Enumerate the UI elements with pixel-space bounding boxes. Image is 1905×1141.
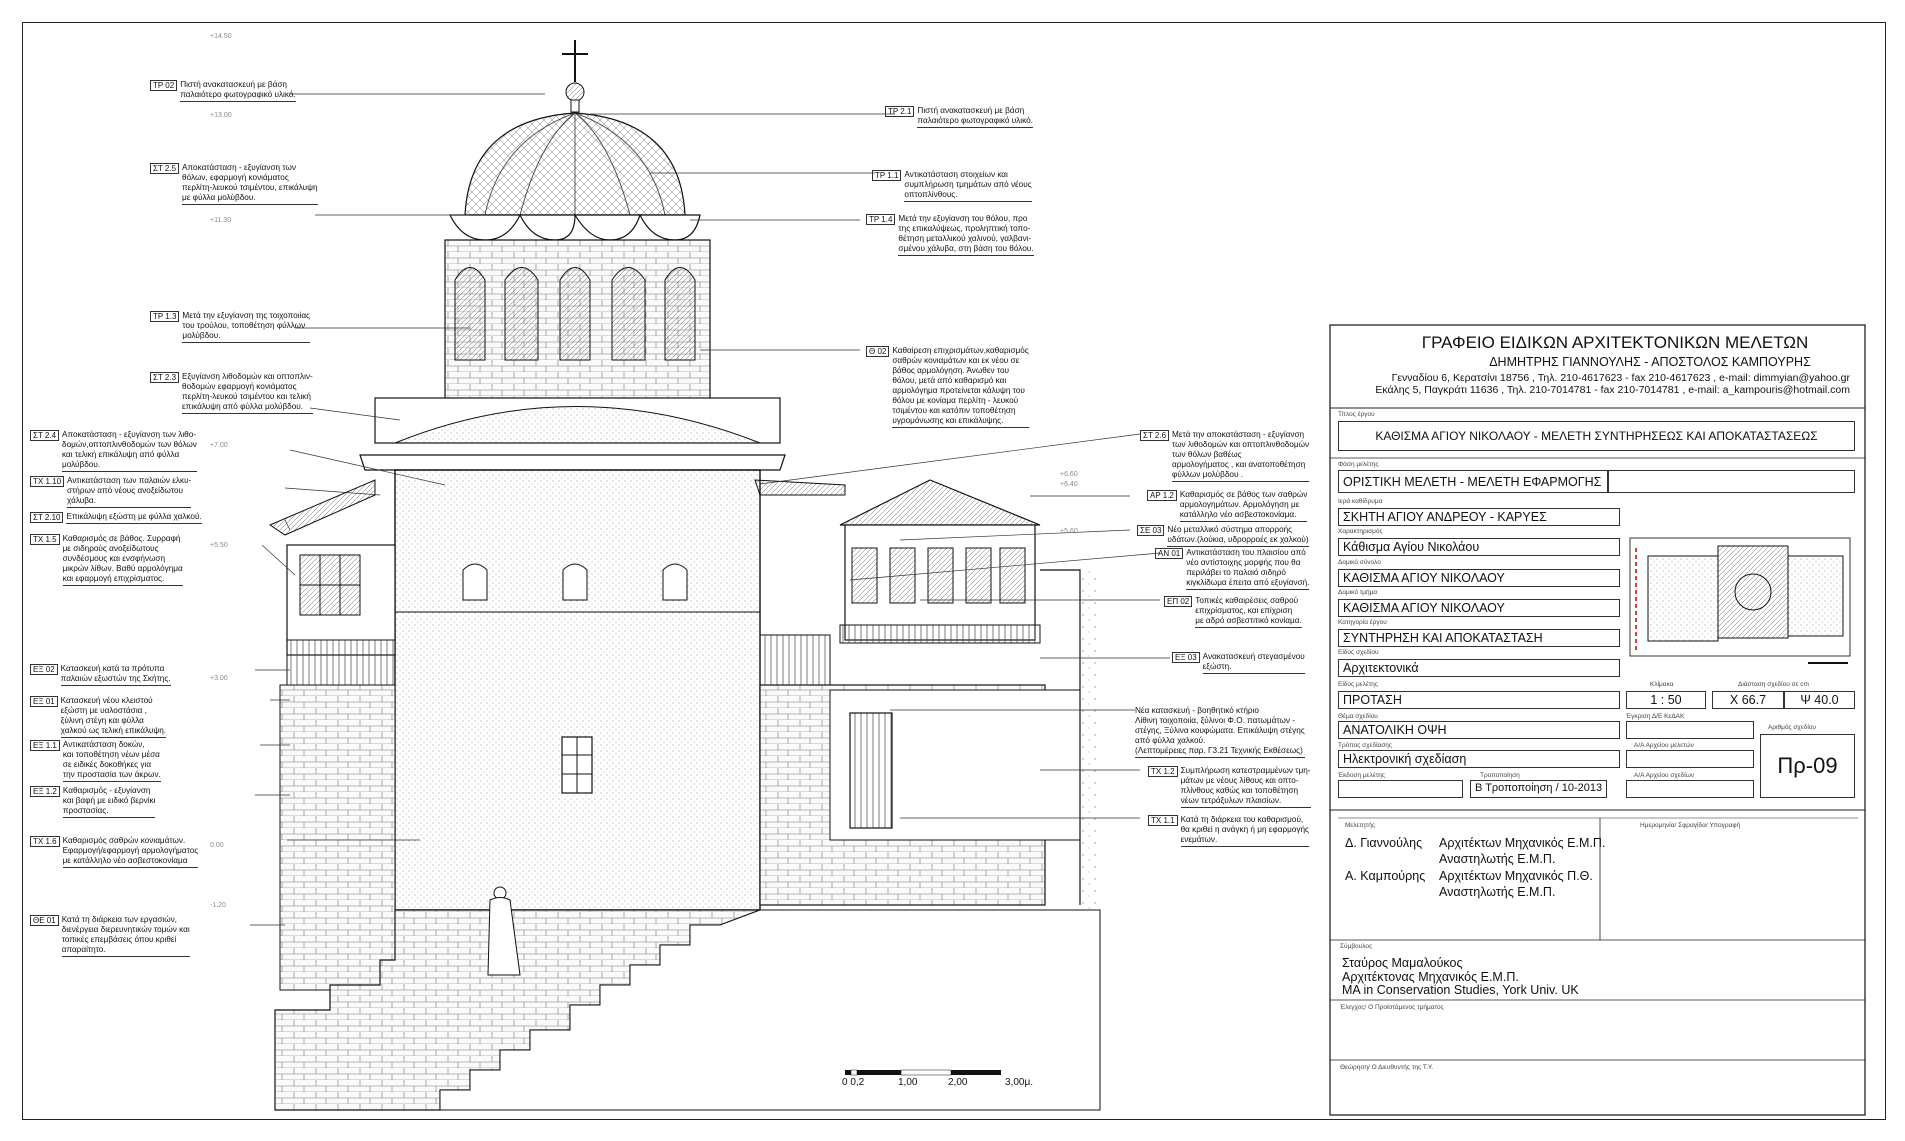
annotation <box>866 346 1029 428</box>
annotation-code: ΑΡ 1.2 <box>1147 490 1177 501</box>
dim-x: Χ 66.7 <box>1712 691 1784 709</box>
aa-study-field <box>1626 750 1754 768</box>
annotation-text: Αντικατάσταση των παλαιών ελκυ- στήρων από νέους ανοξείδωτου χάλυβα. <box>67 476 191 508</box>
main-tower <box>395 470 760 910</box>
label-study-type: Είδος μελέτης <box>1338 681 1379 688</box>
annotation-text: Μετά την αποκατάσταση - εξυγίανση των λιθοδομών και οπτοπλινθοδομών των θόλων βαθέως αρμολογήματος , και ανατοποθέτηση φύλλων μολύβδου . <box>1172 430 1309 482</box>
office-partners: ΔΗΜΗΤΡΗΣ ΓΙΑΝΝΟΥΛΗΣ - ΑΠΟΣΤΟΛΟΣ ΚΑΜΠΟΥΡΗΣ <box>1489 355 1811 369</box>
method: Ηλεκτρονική σχεδίαση <box>1338 750 1620 768</box>
annotation-code: ΣΤ 2.5 <box>150 163 179 174</box>
label-date-sign: Ημερομηνία/ Σφραγίδα/ Υπογραφή <box>1640 822 1741 829</box>
monastery: ΣΚΗΤΗ ΑΓΙΟΥ ΑΝΔΡΕΟΥ - ΚΑΡΥΕΣ <box>1338 508 1620 526</box>
annotation <box>30 664 171 686</box>
label-check: Έλεγχος/ Ο Προϊστάμενος τμήματος <box>1340 1004 1444 1011</box>
annotation-text: Αποκατάσταση - εξυγίανση των λιθο- δομών,οπτοπλινθοδομών των θόλων και τελική επικάλυψη από φύλλα μολύβδου. <box>62 430 197 472</box>
annotation-text: Κατά τη διάρκεια του καθαρισμού, θα κριθεί η ανάγκη ή μη εφαρμογής ενεμάτων. <box>1181 815 1309 847</box>
annotation <box>1135 706 1305 758</box>
annotation-text: Επικάλυψη εξώστη με φύλλα χαλκού. <box>66 512 201 524</box>
study-type: ΠΡΟΤΑΣΗ <box>1338 691 1620 709</box>
approval-field <box>1626 721 1754 739</box>
level-label: +14.50 <box>210 33 232 40</box>
label-endorse: Θεώρηση/ Ο Διευθυντής της Τ.Υ. <box>1340 1064 1434 1071</box>
annotation-code: ΕΞ 1.2 <box>30 786 60 797</box>
annotation-text: Πιστή ανακατασκευή με βάση παλαιότερο φωτογραφικό υλικό. <box>917 106 1033 128</box>
scale-label: 2,00 <box>948 1077 968 1088</box>
annotation-text: Καθαρισμός σαθρών κονιαμάτων. Εφαρμογή/εφαρμογή αρμολογήματος με κατάλληλο νέο ασβεστοκονίαμα <box>63 836 199 868</box>
label-method: Τρόπος σχεδίασης <box>1338 742 1393 749</box>
level-label: +6.60 <box>1060 471 1078 478</box>
drum <box>445 240 710 400</box>
annotation-text: Αποκατάσταση - εξυγίανση των θόλων, εφαρμογή κονιάματος περλίτη-λευκού τσιμέντου, επικάλυψη με φύλλα μολύβδου. <box>182 163 318 205</box>
dome-cornice <box>450 215 700 240</box>
aa-drawing-field <box>1626 780 1754 798</box>
annotation-text: Νέα κατασκευή - βοηθητικό κτήριο Λίθινη τοιχοποιία, ξύλινοι Φ.Ο. πατωμάτων - στέγης, Ξύλινα κουφώματα. Επικάλυψη στέγης από φύλλα χαλκού. (Λεπτομέρειες παρ. Γ3.21 Τεχνικής Εκθέσεως) <box>1135 706 1305 758</box>
left-wing-wall <box>280 685 395 990</box>
label-study-issue: Έκδοση μελέτης <box>1338 772 1386 779</box>
annotation-code: ΤΧ 1.1 <box>1148 815 1178 826</box>
consultant-name: Σταύρος Μαμαλούκος <box>1342 956 1463 970</box>
scale-bar <box>845 1070 1001 1075</box>
study-issue-field <box>1338 780 1463 798</box>
annotation <box>150 311 310 343</box>
label-drawing-type: Είδος σχεδίου <box>1338 649 1379 656</box>
level-label: -1.20 <box>210 902 226 909</box>
label-scale: Κλίμακα <box>1650 681 1674 688</box>
right-soil <box>1080 570 1100 910</box>
level-label: +3.00 <box>210 675 228 682</box>
office-address-2: Εκάλης 5, Παγκράτι 11636 , Τηλ. 210-7014781 - fax 210-7014781 , e-mail: a_kampouris@hotmail.com <box>1375 384 1850 396</box>
consultant-title: Αρχιτέκτονας Μηχανικός Ε.Μ.Π. <box>1342 970 1519 984</box>
annotation-text: Αντικατάσταση στοιχείων και συμπλήρωση τμημάτων από νέους οπτοπλίνθους. <box>904 170 1031 202</box>
annotation <box>872 170 1032 202</box>
annotation <box>150 372 313 414</box>
annotation <box>30 512 202 524</box>
designer-2-title: Αρχιτέκτων Μηχανικός Π.Θ. <box>1439 869 1593 883</box>
phase-extra-field <box>1608 470 1855 493</box>
level-label: +7.00 <box>210 442 228 449</box>
annotation <box>1148 815 1309 847</box>
scale-label: 1,00 <box>898 1077 918 1088</box>
designer-1-title: Αρχιτέκτων Μηχανικός Ε.Μ.Π. <box>1439 836 1606 850</box>
designer-1-name: Δ. Γιαννούλης <box>1345 836 1423 850</box>
annotation-text: Μετά την εξυγίανση της τοιχοποιίας του τρούλου, τοποθέτηση φύλλων μολύβδου. <box>182 311 310 343</box>
annotation <box>30 740 161 782</box>
label-characterization: Χαρακτηρισμός <box>1338 528 1383 535</box>
annotation <box>1164 596 1302 628</box>
annotation <box>30 534 183 586</box>
work-category: ΣΥΝΤΗΡΗΣΗ ΚΑΙ ΑΠΟΚΑΤΑΣΤΑΣΗ <box>1338 629 1620 647</box>
label-aa-study: Α/Α Αρχείου μελετών <box>1634 742 1694 749</box>
annotation-code: ΤΧ 1.5 <box>30 534 60 545</box>
drawing-subject: ΑΝΑΤΟΛΙΚΗ ΟΨΗ <box>1338 721 1620 739</box>
revision: Β Τροποποίηση / 10-2013 <box>1470 780 1607 798</box>
annotation-text: Συμπλήρωση κατεστραμμένων τμη- μάτων με νέους λίθους και οπτο- πλίνθους καθώς και τοποθέτηση νέων τετράξυλων πλαισίων. <box>1181 766 1311 808</box>
consultant-degree: MA in Conservation Studies, York Univ. UK <box>1342 983 1579 997</box>
key-plan <box>1630 538 1850 663</box>
level-label: +5.50 <box>210 542 228 549</box>
office-address-1: Γενναδίου 6, Κερατσίνι 18756 , Τηλ. 210-4617623 - fax 210-4617623 , e-mail: dimmyian@yahoo.gr <box>1391 372 1850 384</box>
level-label: 0.00 <box>210 842 224 849</box>
annotation <box>30 696 166 738</box>
center-window <box>562 737 592 793</box>
annotation-text: Κατασκευή κατά τα πρότυπα παλαιών εξωστών της Σκήτης. <box>61 664 171 686</box>
label-work-category: Κατηγορία έργου <box>1338 619 1387 626</box>
annotation-text: Κατασκευή νέου κλειστού εξώστη με υαλοστάσια , ξύλινη στέγη και φύλλα χαλκού ως τελική επικάλυψη. <box>61 696 166 738</box>
annotation-text: Πιστή ανακατασκευή με βάση παλαιότερο φωτογραφικό υλικό. <box>180 80 296 102</box>
drawing-number: Πρ-09 <box>1760 734 1855 798</box>
annotation-code: ΤΧ 1.6 <box>30 836 60 847</box>
annotation <box>30 476 191 508</box>
annotation-code: ΤΧ 1.2 <box>1148 766 1178 777</box>
annotation <box>30 430 197 472</box>
project-title: ΚΑΘΙΣΜΑ ΑΓΙΟΥ ΝΙΚΟΛΑΟΥ - ΜΕΛΕΤΗ ΣΥΝΤΗΡΗΣΕΩΣ ΚΑΙ ΑΠΟΚΑΤΑΣΤΑΣΕΩΣ <box>1338 421 1855 451</box>
annotation-code: ΣΤ 2.10 <box>30 512 63 523</box>
annotation <box>1148 766 1311 808</box>
office-name: ΓΡΑΦΕΙΟ ΕΙΔΙΚΩΝ ΑΡΧΙΤΕΚΤΟΝΙΚΩΝ ΜΕΛΕΤΩΝ <box>1421 333 1809 352</box>
cross-icon <box>562 40 588 112</box>
right-wing <box>760 480 1080 905</box>
annotation <box>1147 490 1307 522</box>
annotation-code: ΤΡ 1.3 <box>150 311 179 322</box>
annotation-code: ΣΤ 2.6 <box>1140 430 1169 441</box>
label-drawing-subject: Θέμα σχεδίου <box>1338 713 1378 720</box>
annotation <box>150 80 296 102</box>
label-revision: Τροποποίηση <box>1480 772 1520 779</box>
phase: ΟΡΙΣΤΙΚΗ ΜΕΛΕΤΗ - ΜΕΛΕΤΗ ΕΦΑΡΜΟΓΗΣ <box>1338 470 1608 493</box>
annotation-code: ΕΞ 1.1 <box>30 740 60 751</box>
building-complex: ΚΑΘΙΣΜΑ ΑΓΙΟΥ ΝΙΚΟΛΑΟΥ <box>1338 569 1620 587</box>
designer-2-name: Α. Καμπούρης <box>1345 869 1426 883</box>
scale-label: 0 0,2 <box>842 1077 865 1088</box>
annotation-code: ΕΞ 02 <box>30 664 58 675</box>
annotation-text: Νέο μεταλλικό σύστημα απορροής υδάτων.(λούκια, υδρορροές εκ χαλκού) <box>1167 525 1308 547</box>
label-building-complex: Δομικό σύνολο <box>1338 559 1381 566</box>
annotation <box>885 106 1033 128</box>
annotation-code: ΕΠ 02 <box>1164 596 1192 607</box>
label-consultant: Σύμβουλος <box>1340 943 1373 950</box>
main-roof <box>360 455 785 470</box>
annotation-text: Εξυγίανση λιθοδομών και οπτοπλιν- θοδομών εφαρμογή κονιάματος περλίτη-λευκού τσιμέντου και τελική επικάλυψη από φύλλα μολύβδου. <box>182 372 313 414</box>
annotation-code: ΤΡ 1.4 <box>866 214 895 225</box>
label-drawing-no: Αριθμός σχεδίου <box>1768 724 1816 731</box>
annotation-text: Τοπικές καθαιρέσεις σαθρού επιχρίσματος, και επίχριση με αδρό ασβεστιτικό κονίαμα. <box>1195 596 1301 628</box>
annotation <box>866 214 1034 256</box>
annotation-code: ΘΕ 01 <box>30 915 59 926</box>
annotation <box>30 786 155 818</box>
label-monastery: Ιερά καθίδρυμα <box>1338 498 1383 505</box>
level-label: +11.30 <box>210 217 232 224</box>
label-designers: Μελετητής <box>1345 822 1375 829</box>
right-roof <box>755 480 845 495</box>
annotation <box>30 915 190 957</box>
annotation-text: Κατά τη διάρκεια των εργασιών, διενέργεια διερευνητικών τομών και τοπικές επεμβάσεις όπου κριθεί απαραίτητο. <box>62 915 190 957</box>
annotation-text: Καθαρισμός - εξυγίανση και βαφή με ειδικό βερνίκι προστασίας. <box>63 786 156 818</box>
drawing-type: Αρχιτεκτονικά <box>1338 659 1620 677</box>
label-dimensions: Διάσταση σχεδίου σε cm <box>1738 681 1809 688</box>
characterization: Κάθισμα Αγίου Νικολάου <box>1338 538 1620 556</box>
annotation-code: ΤΡ 02 <box>150 80 177 91</box>
annotation-code: ΣΤ 2.4 <box>30 430 59 441</box>
annotation-code: ΑΝ 01 <box>1155 548 1183 559</box>
label-project-title: Τίτλος έργου <box>1338 411 1375 418</box>
annotation <box>1140 430 1309 482</box>
annotation-text: Αντικατάσταση του πλαισίου από νέο αντίστοιχης μορφής που θα περιλάβει το παλαιό σιδηρό κιγκλίδωμα έπειτα από εξυγίανσή. <box>1186 548 1309 590</box>
designer-2-title-2: Αναστηλωτής Ε.Μ.Π. <box>1439 885 1556 899</box>
annotation <box>1155 548 1309 590</box>
scale-label: 3,00μ. <box>1005 1077 1034 1088</box>
designer-1-title-2: Αναστηλωτής Ε.Μ.Π. <box>1439 852 1556 866</box>
annotation-code: Θ 02 <box>866 346 889 357</box>
level-label: +6.40 <box>1060 481 1078 488</box>
annotation <box>1172 652 1305 674</box>
annotation-code: ΤΡ 1.1 <box>872 170 901 181</box>
label-aa-drawing: Α/Α Αρχείου σχεδίων <box>1634 772 1695 779</box>
annotation-code: ΕΞ 03 <box>1172 652 1200 663</box>
building-part: ΚΑΘΙΣΜΑ ΑΓΙΟΥ ΝΙΚΟΛΑΟΥ <box>1338 599 1620 617</box>
annotation-code: ΣΤ 2.3 <box>150 372 179 383</box>
annotation-code: ΤΧ 1.10 <box>30 476 64 487</box>
office-header <box>1340 333 1850 396</box>
annotation <box>1137 525 1309 547</box>
annotation-code: ΣΕ 03 <box>1137 525 1164 536</box>
annotation-text: Καθαίρεση επιχρισμάτων,καθαρισμός σαθρών κονιαμάτων και εκ νέου σε βάθος αρμολόγηση. Άνωθεν του θόλου, μετά από καθαρισμό και αρμολόγημα προτείνεται κάλυψη του θόλου με κονίαμα περλίτη - λευκού τσιμέντου και κατόπιν τοποθέτηση υγρομόνωσης και επικάλυψης. <box>892 346 1028 428</box>
annotation-text: Καθαρισμός σε βάθος. Συρραφή με σιδηρούς ανοξείδωτους συνδέσμους και ενσφήνωση μικρών λίθων. Βαθύ αρμολόγημα και εφαρμογή επιχρίσματος. <box>63 534 183 586</box>
annotation <box>30 836 198 868</box>
annotation <box>150 163 318 205</box>
annotation-text: Μετά την εξυγίανση του θόλου, προ της επικαλύψεως, προληπτική τοπο- θέτηση μεταλλικού χαλινού, γαλβανι- σμένου χάλυβα, στη βάση του θόλου. <box>898 214 1033 256</box>
level-label: +13.00 <box>210 112 232 119</box>
scale: 1 : 50 <box>1626 691 1706 709</box>
label-building-part: Δομικό τμήμα <box>1338 589 1378 596</box>
annotation-code: ΕΞ 01 <box>30 696 58 707</box>
annotation-text: Ανακατασκευή στεγασμένου εξώστη. <box>1203 652 1305 674</box>
dim-y: Ψ 40.0 <box>1784 691 1855 709</box>
annotation-text: Αντικατάσταση δοκών, και τοποθέτηση νέων μέσα σε ειδικές δοκοθήκες για την προστασία των άκρων. <box>63 740 161 782</box>
level-label: +5.60 <box>1060 528 1078 535</box>
label-phase: Φάση μελέτης <box>1338 461 1379 468</box>
label-approval: Έγκριση Δ/Ε ΚεΔΑΚ <box>1626 713 1685 720</box>
annotation-text: Καθαρισμός σε βάθος των σαθρών αρμολογημάτων. Αρμολόγηση με κατάλληλο νέο ασβεστοκονίαμα. <box>1180 490 1308 522</box>
annotation-code: ΤΡ 2.1 <box>885 106 914 117</box>
